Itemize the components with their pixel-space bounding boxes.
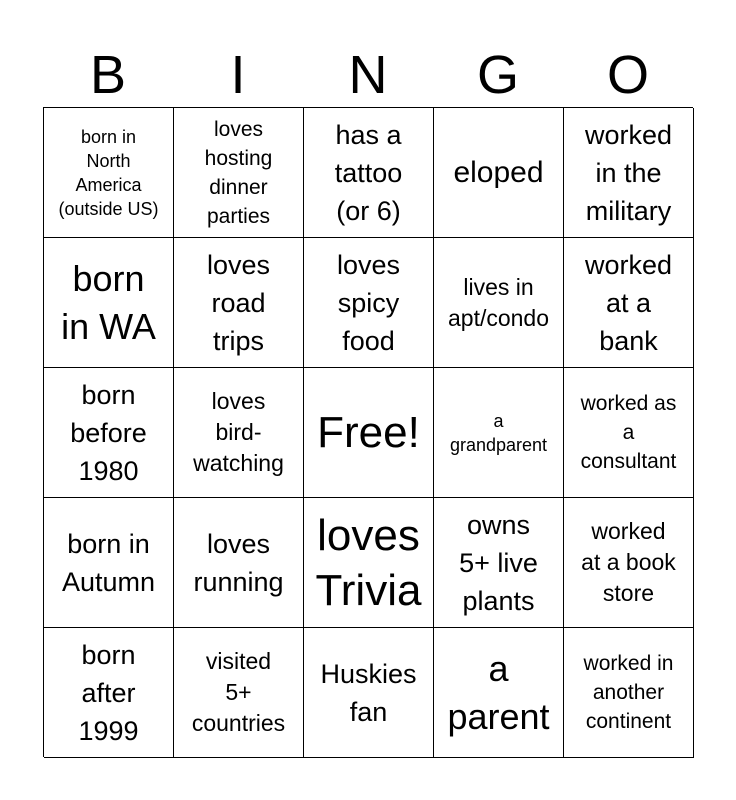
cell-text: loves road trips (206, 249, 271, 356)
cell-text: born before 1980 (70, 379, 147, 486)
bingo-cell[interactable] (564, 238, 694, 368)
cell-text: a grandparent (449, 410, 548, 455)
header-letter-o: O (606, 45, 649, 105)
bingo-cell[interactable] (44, 498, 174, 628)
header-letter-i: I (230, 45, 246, 105)
bingo-cell[interactable] (564, 498, 694, 628)
cell-text: born in North America (outside US) (58, 126, 159, 219)
bingo-cell[interactable] (174, 238, 304, 368)
bingo-cell[interactable] (44, 108, 174, 238)
bingo-header (43, 44, 693, 106)
bingo-cell[interactable] (174, 108, 304, 238)
bingo-cell[interactable] (564, 628, 694, 758)
cell-text: a parent (447, 647, 550, 737)
header-letter-b: B (89, 45, 127, 105)
cell-text: worked in the military (584, 119, 673, 226)
bingo-cell[interactable] (44, 368, 174, 498)
bingo-cell[interactable] (434, 498, 564, 628)
bingo-cell[interactable] (434, 628, 564, 758)
bingo-cell[interactable] (564, 108, 694, 238)
bingo-cell[interactable] (174, 628, 304, 758)
cell-text: has a tattoo (or 6) (334, 119, 403, 226)
cell-text: owns 5+ live plants (459, 509, 538, 616)
cell-text: born in Autumn (61, 528, 156, 597)
cell-text: loves hosting dinner parties (204, 117, 273, 228)
bingo-cell[interactable] (174, 368, 304, 498)
header-letter-n: N (348, 45, 388, 105)
bingo-cell[interactable] (564, 368, 694, 498)
header-letter-g: G (476, 45, 519, 105)
bingo-cell[interactable] (434, 368, 564, 498)
cell-text: lives in apt/condo (447, 273, 550, 331)
cell-text: visited 5+ countries (191, 648, 286, 736)
bingo-cell[interactable] (434, 238, 564, 368)
bingo-cell[interactable] (304, 238, 434, 368)
bingo-cell[interactable] (44, 628, 174, 758)
cell-text: born in WA (61, 257, 156, 347)
bingo-cell[interactable] (304, 108, 434, 238)
cell-text: worked at a book store (581, 518, 676, 606)
bingo-cell[interactable] (434, 108, 564, 238)
free-space-text: Free! (317, 408, 420, 457)
cell-text: worked in another continent (583, 652, 674, 733)
cell-text: born after 1999 (78, 639, 139, 746)
cell-text: loves Trivia (315, 510, 422, 615)
free-space-cell[interactable] (304, 368, 434, 498)
bingo-cell[interactable] (44, 238, 174, 368)
cell-text: eloped (453, 156, 544, 189)
bingo-cell[interactable] (304, 628, 434, 758)
cell-text: loves running (193, 528, 284, 597)
bingo-board (43, 107, 693, 757)
cell-text: loves bird- watching (193, 388, 284, 476)
cell-text: worked at a bank (584, 249, 673, 356)
bingo-cell[interactable] (304, 498, 434, 628)
bingo-cell[interactable] (174, 498, 304, 628)
cell-text: worked as a consultant (580, 392, 677, 473)
cell-text: loves spicy food (336, 249, 401, 356)
cell-text: Huskies fan (320, 658, 417, 727)
